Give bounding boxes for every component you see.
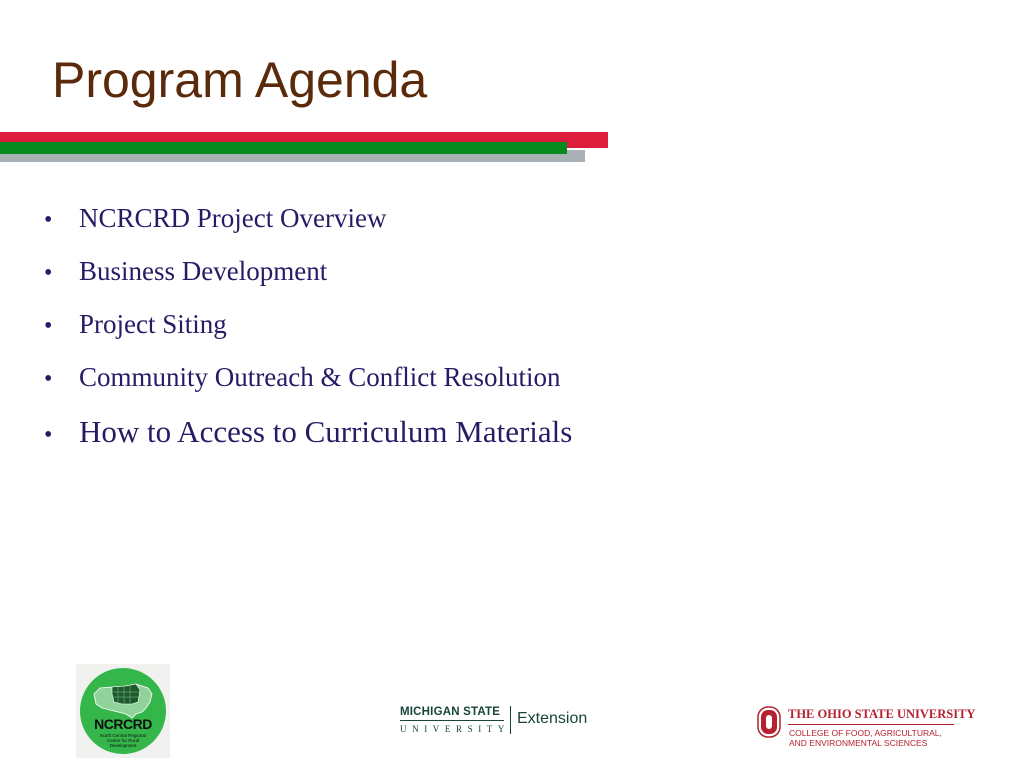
osu-block-o-icon [757, 706, 781, 738]
msu-rule [400, 720, 504, 721]
osu-college-line-2: AND ENVIRONMENTAL SCIENCES [789, 738, 928, 748]
ncrcrd-logo [76, 664, 170, 758]
msu-extension-label: Extension [517, 710, 588, 727]
agenda-item-label: Project Siting [79, 309, 227, 339]
ncrcrd-full-name: North Central Regional Center for Rural Development [100, 733, 146, 748]
bullet-icon: • [44, 366, 53, 392]
agenda-item [44, 359, 572, 412]
agenda-item [44, 200, 572, 253]
agenda-item [44, 253, 572, 306]
slide-title: Program Agenda [52, 52, 428, 108]
bullet-icon: • [44, 260, 53, 286]
bullet-icon: • [44, 313, 53, 339]
decorative-green-bar [0, 142, 567, 154]
osu-rule [788, 724, 954, 725]
agenda-item [44, 414, 572, 470]
agenda-item-label: NCRCRD Project Overview [79, 203, 387, 233]
msu-university: UNIVERSITY [400, 724, 510, 734]
agenda-item-label: Business Development [79, 256, 328, 286]
ncrcrd-acronym: NCRCRD [94, 716, 152, 732]
osu-name: THE OHIO STATE UNIVERSITY [788, 707, 976, 721]
agenda-item [44, 306, 572, 359]
ncrcrd-logo-circle [80, 668, 166, 754]
osu-college-line-1: COLLEGE OF FOOD, AGRICULTURAL, [789, 728, 942, 738]
us-map-icon [92, 680, 154, 720]
agenda-item-label: How to Access to Curriculum Materials [79, 414, 573, 449]
agenda-item-label: Community Outreach & Conflict Resolution [79, 362, 561, 392]
msu-name: MICHIGAN STATE [400, 706, 501, 718]
agenda-list [44, 200, 572, 470]
osu-cfaes-logo [757, 704, 976, 748]
msu-divider [510, 706, 511, 734]
bullet-icon: • [44, 422, 53, 448]
bullet-icon: • [44, 207, 53, 233]
